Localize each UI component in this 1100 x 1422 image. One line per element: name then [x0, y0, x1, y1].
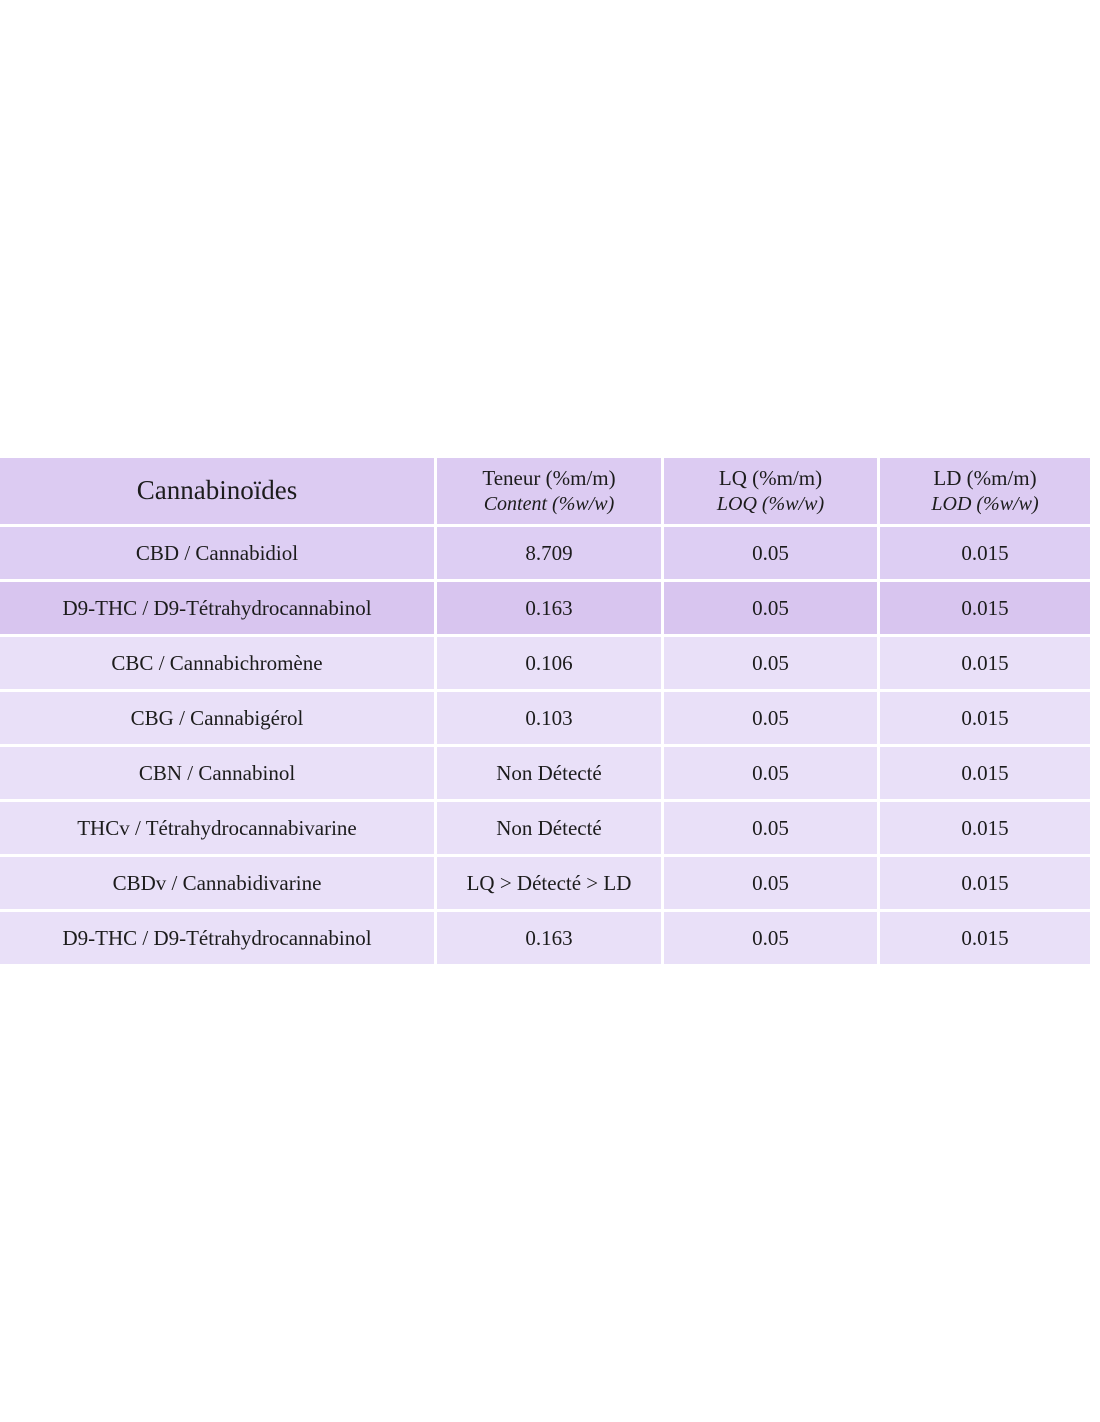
table-cell-lod: 0.015 [880, 582, 1090, 634]
table-cell-content: Non Détecté [437, 747, 661, 799]
table-cell-loq: 0.05 [664, 692, 877, 744]
table-cell-lod: 0.015 [880, 802, 1090, 854]
table-cell-name: CBC / Cannabichromène [0, 637, 434, 689]
table-cell-lod: 0.015 [880, 527, 1090, 579]
table-cell-name: D9-THC / D9-Tétrahydrocannabinol [0, 912, 434, 964]
column-header-cannabinoids [0, 458, 434, 524]
column-header-lod-en: LOD (%w/w) [931, 492, 1039, 515]
column-header-content-en: Content (%w/w) [483, 492, 615, 515]
table-cell-lod: 0.015 [880, 747, 1090, 799]
table-cell-loq: 0.05 [664, 637, 877, 689]
table-cell-lod: 0.015 [880, 692, 1090, 744]
table-cell-loq: 0.05 [664, 912, 877, 964]
table-cell-loq: 0.05 [664, 802, 877, 854]
table-cell-loq: 0.05 [664, 582, 877, 634]
column-header-content-fr: Teneur (%m/m) [482, 466, 616, 491]
table-cell-content: LQ > Détecté > LD [437, 857, 661, 909]
table-cell-loq: 0.05 [664, 747, 877, 799]
table-cell-content: 0.106 [437, 637, 661, 689]
table-cell-content: 8.709 [437, 527, 661, 579]
table-cell-lod: 0.015 [880, 637, 1090, 689]
cannabinoid-results-table [0, 458, 1090, 964]
column-header-content [437, 458, 661, 524]
table-cell-name: D9-THC / D9-Tétrahydrocannabinol [0, 582, 434, 634]
table-cell-name: CBN / Cannabinol [0, 747, 434, 799]
table-cell-name: CBG / Cannabigérol [0, 692, 434, 744]
table-cell-loq: 0.05 [664, 527, 877, 579]
column-header-cannabinoids-label: Cannabinoïdes [136, 475, 298, 506]
table-cell-name: CBDv / Cannabidivarine [0, 857, 434, 909]
column-header-lod-fr: LD (%m/m) [933, 466, 1037, 491]
table-cell-content: 0.103 [437, 692, 661, 744]
table-cell-content: 0.163 [437, 582, 661, 634]
table-cell-content: 0.163 [437, 912, 661, 964]
table-cell-lod: 0.015 [880, 912, 1090, 964]
column-header-loq-en: LOQ (%w/w) [716, 492, 825, 515]
table-cell-content: Non Détecté [437, 802, 661, 854]
column-header-lod [880, 458, 1090, 524]
table-cell-name: THCv / Tétrahydrocannabivarine [0, 802, 434, 854]
column-header-loq-fr: LQ (%m/m) [718, 466, 823, 491]
table-cell-lod: 0.015 [880, 857, 1090, 909]
column-header-loq [664, 458, 877, 524]
table-cell-name: CBD / Cannabidiol [0, 527, 434, 579]
table-cell-loq: 0.05 [664, 857, 877, 909]
